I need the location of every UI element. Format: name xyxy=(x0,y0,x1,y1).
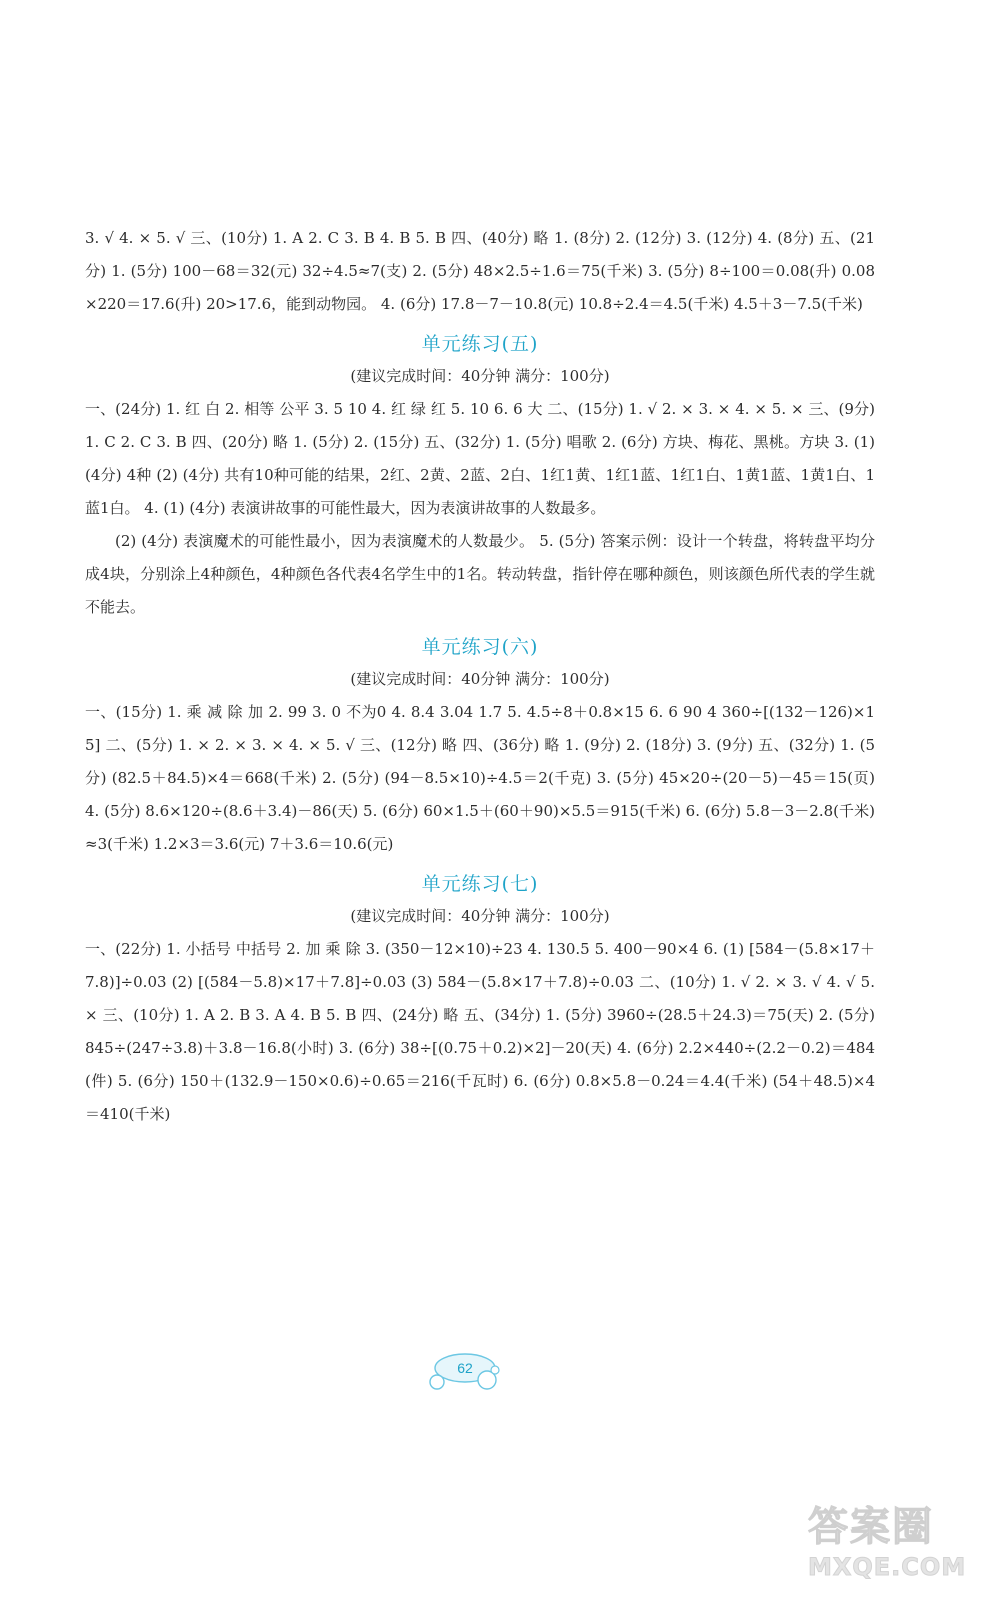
page-number-badge xyxy=(425,1348,505,1398)
page-number: 62 xyxy=(457,1360,473,1376)
unit7-paragraph-1: 一、(22分) 1. 小括号 中括号 2. 加 乘 除 3. (350－12×10)÷23 4. 130.5 5. 400－90×4 6. (1) [584－(5.8×17＋7.8)]÷0.03 (2) [(584－5.8)×17＋7.8]÷0.03 (3) 584－(5.8×17＋7.8)÷0.03 二、(10分) 1. √ 2. × 3. √ 4. √ 5. × 三、(10分) 1. A 2. B 3. A 4. B 5. B 四、(24分) 略 五、(34分) 1. (5分) 3960÷(28.5＋24.3)＝75(天) 2. (5分) 845÷(247÷3.8)＋3.8－16.8(小时) 3. (6分) 38÷[(0.75＋0.2)×2]－20(天) 4. (6分) 2.2×440÷(2.2－0.2)＝484(件) 5. (6分) 150＋(132.9－150×0.6)÷0.65＝216(千瓦时) 6. (6分) 0.8×5.8－0.24＝4.4(千米) (54＋48.5)×4＝410(千米) xyxy=(85,940,875,1123)
intro-paragraph: 3. √ 4. × 5. √ 三、(10分) 1. A 2. C 3. B 4. B 5. B 四、(40分) 略 1. (8分) 2. (12分) 3. (12分) 4. (8分) 五、(21分) 1. (5分) 100－68＝32(元) 32÷4.5≈7(支) 2. (5分) 48×2.5÷1.6＝75(千米) 3. (5分) 8÷100＝0.08(升) 0.08×220＝17.6(升) 20>17.6，能到动物园。 4. (6分) 17.8－7－10.8(元) 10.8÷2.4＝4.5(千米) 4.5＋3－7.5(千米) xyxy=(85,229,875,313)
unit7-title: 单元练习(七) xyxy=(421,873,539,895)
watermark-logo-text: 答案圈 xyxy=(808,1504,934,1550)
unit6-paragraph-1: 一、(15分) 1. 乘 减 除 加 2. 99 3. 0 不为0 4. 8.4 3.04 1.7 5. 4.5÷8＋0.8×15 6. 6 90 4 360÷[(132－126)×15] 二、(5分) 1. × 2. × 3. × 4. × 5. √ 三、(12分) 略 四、(36分) 略 1. (9分) 2. (18分) 3. (9分) 五、(32分) 1. (5分) (82.5＋84.5)×4＝668(千米) 2. (5分) (94－8.5×10)÷4.5＝2(千克) 3. (5分) 45×20÷(20－5)－45＝15(页) 4. (5分) 8.6×120÷(8.6＋3.4)－86(天) 5. (6分) 60×1.5＋(60＋90)×5.5＝915(千米) 6. (6分) 5.8－3－2.8(千米)≈3(千米) 1.2×3＝3.6(元) 7＋3.6＝10.6(元) xyxy=(85,703,875,853)
unit6-title: 单元练习(六) xyxy=(421,636,539,658)
unit5-paragraph-2: (2) (4分) 表演魔术的可能性最小，因为表演魔术的人数最少。 5. (5分) 答案示例：设计一个转盘，将转盘平均分成4块，分别涂上4种颜色，4种颜色各代表4名学生中的1名。转动转盘，指针停在哪种颜色，则该颜色所代表的学生就不能去。 xyxy=(85,532,875,616)
unit5-title: 单元练习(五) xyxy=(421,333,539,355)
unit6-subtitle: (建议完成时间：40分钟 满分：100分) xyxy=(350,670,610,688)
unit5-paragraph-1: 一、(24分) 1. 红 白 2. 相等 公平 3. 5 10 4. 红 绿 红 5. 10 6. 6 大 二、(15分) 1. √ 2. × 3. × 4. × 5. × 三、(9分) 1. C 2. C 3. B 四、(20分) 略 1. (5分) 2. (15分) 五、(32分) 1. (5分) 唱歌 2. (6分) 方块、梅花、黑桃。方块 3. (1) (4分) 4种 (2) (4分) 共有10种可能的结果，2红、2黄、2蓝、2白、1红1黄、1红1蓝、1红1白、1黄1蓝、1黄1白、1蓝1白。 4. (1) (4分) 表演讲故事的可能性最大，因为表演讲故事的人数最多。 xyxy=(85,400,875,517)
unit7-subtitle: (建议完成时间：40分钟 满分：100分) xyxy=(350,907,610,925)
watermark-domain-text: MXQE.COM xyxy=(808,1553,967,1581)
site-watermark xyxy=(808,1502,988,1596)
answer-page xyxy=(85,222,875,1131)
unit5-subtitle: (建议完成时间：40分钟 满分：100分) xyxy=(350,367,610,385)
